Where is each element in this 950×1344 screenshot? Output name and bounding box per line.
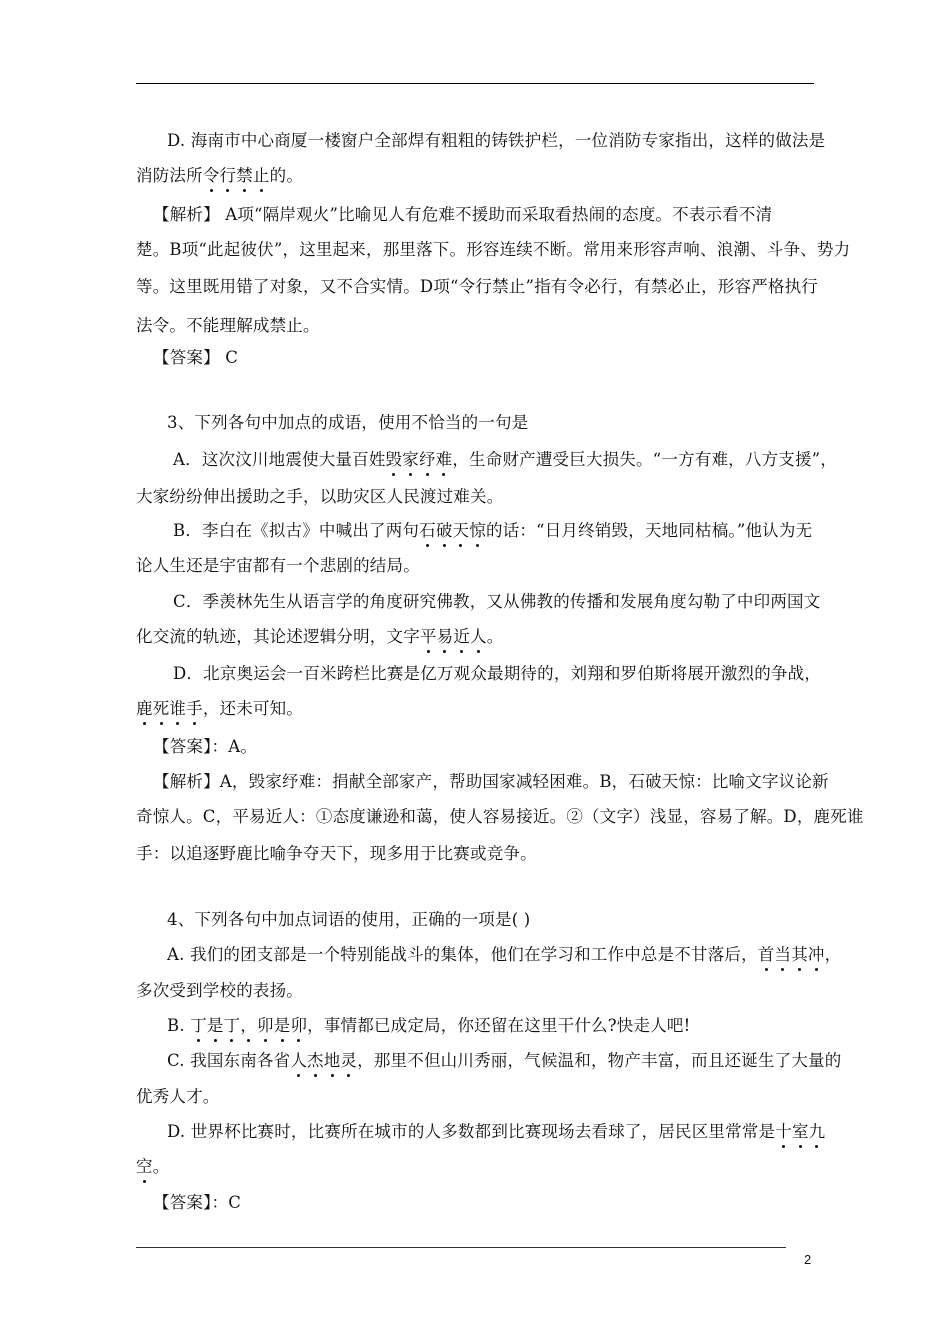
text-line [167, 1012, 690, 1036]
text-segment: B. [167, 1016, 191, 1035]
emphasized-phrase [386, 450, 453, 469]
text-line [136, 977, 303, 1001]
text-line [167, 409, 528, 433]
text-segment: 。 [486, 627, 504, 646]
emphasis-char: 近 [453, 623, 470, 647]
text-segment: 【答案】 C [153, 348, 239, 367]
text-line [136, 803, 864, 827]
emphasis-char: 家 [402, 446, 419, 470]
text-segment: B．李白在《拟古》中喊出了两句 [173, 521, 420, 540]
text-segment: ，还未可知。 [202, 699, 304, 718]
emphasis-char: 首 [758, 941, 775, 965]
text-segment: 大家纷纷伸出援助之手，以助灾区人民渡过难关。 [136, 487, 504, 506]
text-segment: 4、下列各句中加点词语的使用，正确的一项是( ) [167, 910, 531, 929]
text-segment: C. 我国东南各省 [167, 1051, 291, 1070]
emphasis-char: 谁 [169, 695, 186, 719]
emphasis-char: 纾 [419, 446, 436, 470]
text-line [167, 1047, 841, 1071]
emphasis-char: 鹿 [136, 695, 153, 719]
footer-rule [136, 1247, 786, 1248]
text-line [153, 201, 772, 225]
text-line [167, 941, 841, 965]
emphasis-char: 室 [792, 1118, 809, 1142]
emphasis-char: 难 [436, 446, 453, 470]
emphasis-char: 止 [253, 162, 270, 186]
text-line [167, 1118, 825, 1142]
emphasis-char: 人 [290, 1047, 307, 1071]
text-line [153, 1189, 241, 1213]
emphasis-char: ， [240, 1012, 257, 1036]
emphasis-char: 空 [136, 1153, 153, 1177]
text-line [136, 483, 503, 507]
text-line [173, 446, 837, 470]
emphasis-char: 毁 [386, 446, 403, 470]
text-line [136, 623, 503, 647]
text-segment: 法令。不能理解成禁止。 [136, 316, 320, 335]
emphasis-char: 丁 [190, 1012, 207, 1036]
text-line [167, 127, 825, 151]
text-line [153, 733, 257, 757]
emphasis-char: 天 [453, 517, 470, 541]
text-segment: 手：以追逐野鹿比喻争夺天下，现多用于比赛或竞争。 [136, 844, 537, 863]
text-line [136, 236, 850, 260]
emphasized-phrase [420, 627, 487, 646]
text-segment: C．季羡林先生从语言学的角度研究佛教，又从佛教的传播和发展角度勾勒了中印两国文 [173, 592, 821, 611]
text-segment: D. 世界杯比赛时，比赛所在城市的人多数都到比赛现场去看球了，居民区里常常是 [167, 1122, 776, 1141]
text-segment: A．这次汶川地震使大量百姓 [173, 450, 386, 469]
text-line [173, 517, 812, 541]
text-segment: 【答案】：C [153, 1193, 242, 1212]
text-segment: 等。这里既用错了对象，又不合实情。D项“令行禁止”指有令必行，有禁必止，形容严格执行 [136, 277, 818, 296]
text-segment: 。 [152, 1157, 170, 1176]
text-segment: D．北京奥运会一百米跨栏比赛是亿万观众最期待的，刘翔和罗伯斯将展开激烈的争战， [173, 664, 822, 683]
text-segment: 优秀人才。 [136, 1087, 220, 1106]
emphasis-char: 死 [153, 695, 170, 719]
text-segment: 化交流的轨迹，其论述逻辑分明，文字 [136, 627, 420, 646]
emphasis-char: 卯 [257, 1012, 274, 1036]
header-rule [136, 83, 814, 84]
emphasis-char: 是 [274, 1012, 291, 1036]
text-segment: 多次受到学校的表扬。 [136, 981, 303, 1000]
emphasis-char: 地 [324, 1047, 341, 1071]
emphasized-phrase [290, 1051, 357, 1070]
emphasis-char: 手 [186, 695, 203, 719]
emphasis-char: 卯 [290, 1012, 307, 1036]
text-segment: 【解析】A，毁家纾难：捐献全部家产，帮助国家减轻困难。B，石破天惊：比喻文字议论新 [153, 772, 829, 791]
emphasis-char: 当 [775, 941, 792, 965]
emphasis-char: 平 [420, 623, 437, 647]
text-line [136, 840, 537, 864]
emphasis-char: 惊 [469, 517, 486, 541]
page-number: 2 [804, 1252, 812, 1267]
text-segment: 【答案】：A。 [153, 737, 258, 756]
emphasis-char: 破 [436, 517, 453, 541]
text-line [136, 162, 303, 186]
emphasized-phrase [136, 699, 203, 718]
text-segment: 消防法所 [136, 166, 203, 185]
text-segment: 3、下列各句中加点的成语，使用不恰当的一句是 [167, 413, 529, 432]
text-segment: D. 海南市中心商厦一楼窗户全部焊有粗粗的铸铁护栏，一位消防专家指出，这样的做法是 [167, 131, 826, 150]
emphasis-char: 其 [791, 941, 808, 965]
emphasized-phrase [775, 1122, 825, 1141]
text-segment: 的。 [269, 166, 304, 185]
emphasized-phrase [136, 1157, 153, 1176]
text-segment: 论人生还是宇宙都有一个悲剧的结局。 [136, 556, 420, 575]
text-segment: 奇惊人。C，平易近人：①态度谦逊和蔼，使人容易接近。②（文字）浅显，容易了解。D，鹿死谁 [136, 807, 864, 826]
text-segment: ，事情都已成定局，你还留在这里干什么?快走人吧! [307, 1016, 691, 1035]
text-line [167, 906, 530, 930]
text-line [136, 1083, 220, 1107]
text-line [153, 344, 238, 368]
text-line [136, 552, 420, 576]
emphasis-char: 易 [437, 623, 454, 647]
emphasis-char: 丁 [224, 1012, 241, 1036]
emphasis-char: 是 [207, 1012, 224, 1036]
emphasized-phrase [758, 945, 825, 964]
emphasis-char: 灵 [340, 1047, 357, 1071]
text-line [136, 695, 303, 719]
text-segment: 楚。B项“此起彼伏”，这里起来，那里落下。形容连续不断。常用来形容声响、浪潮、斗争、势力 [136, 240, 851, 259]
text-segment: ， [824, 945, 842, 964]
text-segment: 【解析】 A项“隔岸观火”比喻见人有危难不援助而采取看热闹的态度。不表示看不清 [153, 205, 773, 224]
text-line [136, 273, 818, 297]
emphasized-phrase [419, 521, 486, 540]
text-line [153, 768, 829, 792]
text-segment: ，那里不但山川秀丽，气候温和，物产丰富，而且还诞生了大量的 [357, 1051, 842, 1070]
emphasis-char: 人 [470, 623, 487, 647]
emphasized-phrase [190, 1016, 307, 1035]
text-segment: 的话：“日月终销毁，天地同枯槁。”他认为无 [485, 521, 813, 540]
emphasis-char: 九 [809, 1118, 826, 1142]
text-line [136, 1153, 169, 1177]
emphasis-char: 杰 [307, 1047, 324, 1071]
text-segment: ，生命财产遭受巨大损失。“一方有难，八方支援”， [452, 450, 838, 469]
emphasis-char: 石 [419, 517, 436, 541]
emphasis-char: 行 [220, 162, 237, 186]
text-line [136, 312, 320, 336]
emphasized-phrase [203, 166, 270, 185]
text-segment: A. 我们的团支部是一个特别能战斗的集体，他们在学习和工作中总是不甘落后， [167, 945, 758, 964]
emphasis-char: 令 [203, 162, 220, 186]
emphasis-char: 禁 [236, 162, 253, 186]
text-line [173, 588, 820, 612]
text-line [173, 660, 821, 684]
emphasis-char: 冲 [808, 941, 825, 965]
emphasis-char: 十 [775, 1118, 792, 1142]
